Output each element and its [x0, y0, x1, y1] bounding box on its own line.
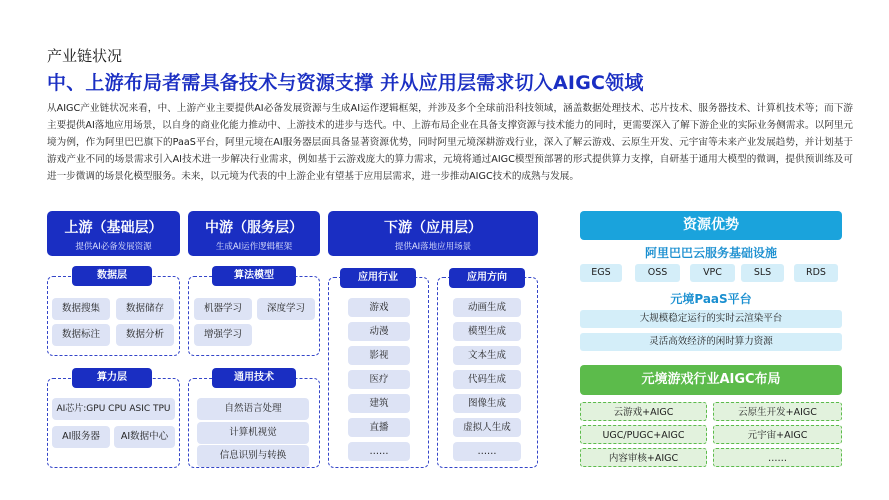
paas-platform-title: 元境PaaS平台 — [670, 292, 752, 306]
chip-data-label: 数据标注 — [52, 324, 110, 346]
app-direction-label: 应用方向 — [449, 268, 525, 288]
chip-cloud-game-aigc: 云游戏+AIGC — [580, 402, 707, 421]
chip-deep-learning: 深度学习 — [257, 298, 315, 320]
game-aigc-header: 元境游戏行业AIGC布局 — [580, 365, 842, 395]
chip-industry-game: 游戏 — [348, 298, 410, 317]
tier-downstream-title: 下游（应用层） — [384, 220, 482, 236]
chip-industry-more: …… — [348, 442, 410, 461]
resource-advantage-header: 资源优势 — [580, 211, 842, 240]
tier-downstream-subtitle: 提供AI落地应用场景 — [394, 242, 472, 252]
chip-ugc-aigc: UGC/PUGC+AIGC — [580, 425, 707, 444]
chip-content-review-aigc: 内容审核+AIGC — [580, 448, 707, 467]
chip-direction-text: 文本生成 — [453, 346, 521, 365]
algorithm-model-label: 算法模型 — [212, 266, 296, 286]
chip-industry-livestream: 直播 — [348, 418, 410, 437]
chip-industry-anime: 动漫 — [348, 322, 410, 341]
chip-direction-model: 模型生成 — [453, 322, 521, 341]
chip-realtime-render: 大规模稳定运行的实时云渲染平台 — [580, 310, 842, 328]
chip-idle-compute: 灵活高效经济的闲时算力资源 — [580, 333, 842, 351]
chip-computer-vision: 计算机视觉 — [197, 422, 309, 444]
page-headline: 中、上游布局者需具备技术与资源支撑 并从应用层需求切入AIGC领域 — [47, 72, 644, 94]
chip-direction-code: 代码生成 — [453, 370, 521, 389]
tier-midstream — [188, 211, 320, 256]
chip-ai-server: AI服务器 — [52, 426, 110, 448]
chip-ai-chip: AI芯片:GPU CPU ASIC TPU — [52, 398, 175, 420]
tier-downstream — [328, 211, 538, 256]
tier-upstream-title: 上游（基础层） — [64, 220, 163, 236]
chip-rds: RDS — [794, 264, 838, 282]
chip-machine-learning: 机器学习 — [194, 298, 252, 320]
data-layer-label: 数据层 — [72, 266, 152, 286]
chip-reinforcement-learning: 增强学习 — [194, 324, 252, 346]
intro-paragraph: 从AIGC产业链状况来看，中、上游产业主要提供AI必备发展资源与生成AI运作逻辑框架，并涉及多个全球前沿科技领域，涵盖数据处理技术、芯片技术、服务器技术、计算机技术等；而下游主要提供AI落地应用场景，以自身的商业化能力推动中、上游技术的进步与迭代。中、上游布局企业在具备支撑资源与技术能力的同时，更需要深入了解下游企业的实际业务侧需求。以阿里元境为例，作为阿里巴巴旗下的PaaS平台，阿里元境在AI服务器层面具备显著资源优势，同时阿里元境深耕游戏行业，深入了解云游戏、云原生开发、元宇宙等未来产业发展趋势，并计划基于游戏产业不同的场景需求引入AI技术进一步解决行业需求，例如基于云游戏庞大的算力需求，元境将通过AIGC模型预部署的形式提供算力支撑，自研基于通用大模型的微调，提供预训练及可进一步微调的场景化模型服务。未来，以元境为代表的中上游企业有望基于应用层需求，进一步推动AIGC技术的成熟与发展。 — [47, 103, 853, 182]
chip-oss: OSS — [635, 264, 680, 282]
chip-industry-medical: 医疗 — [348, 370, 410, 389]
chip-industry-architecture: 建筑 — [348, 394, 410, 413]
group-compute-layer — [47, 378, 180, 468]
chip-data-analyze: 数据分析 — [116, 324, 174, 346]
compute-layer-label: 算力层 — [72, 368, 152, 388]
app-industry-label: 应用行业 — [340, 268, 416, 288]
chip-industry-film: 影视 — [348, 346, 410, 365]
chip-direction-avatar: 虚拟人生成 — [453, 418, 521, 437]
chip-metaverse-aigc: 元宇宙+AIGC — [713, 425, 842, 444]
tier-midstream-subtitle: 生成AI运作逻辑框架 — [215, 242, 293, 252]
alibaba-cloud-title: 阿里巴巴云服务基础设施 — [644, 246, 777, 260]
tier-upstream — [47, 211, 180, 256]
chip-game-more: …… — [713, 448, 842, 467]
chip-egs: EGS — [580, 264, 622, 282]
tier-midstream-title: 中游（服务层） — [205, 220, 303, 236]
general-tech-label: 通用技术 — [212, 368, 296, 388]
chip-direction-image: 图像生成 — [453, 394, 521, 413]
chip-nlp: 自然语言处理 — [197, 398, 309, 420]
chip-cloud-native-aigc: 云原生开发+AIGC — [713, 402, 842, 421]
chip-info-recognition: 信息识别与转换 — [197, 445, 309, 467]
chip-ai-datacenter: AI数据中心 — [114, 426, 175, 448]
section-title: 产业链状况 — [47, 47, 123, 65]
chip-data-collect: 数据搜集 — [52, 298, 110, 320]
chip-data-store: 数据储存 — [116, 298, 174, 320]
chip-sls: SLS — [741, 264, 784, 282]
chip-vpc: VPC — [690, 264, 735, 282]
chip-direction-animation: 动画生成 — [453, 298, 521, 317]
chip-direction-more: …… — [453, 442, 521, 461]
tier-upstream-subtitle: 提供AI必备发展资源 — [75, 242, 152, 252]
